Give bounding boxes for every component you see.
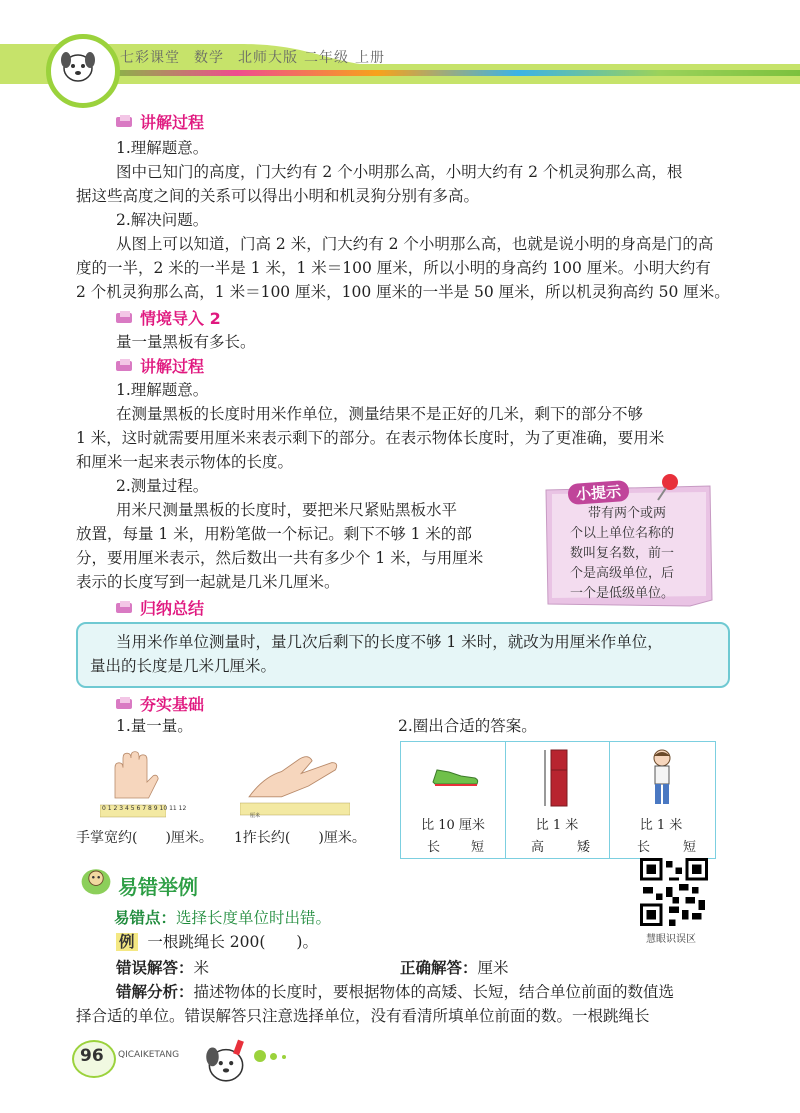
wrong-answer-label: 错误解答： [116, 959, 194, 977]
choice-option[interactable]: 高 [531, 840, 545, 855]
wrong-answer-value: 米 [193, 959, 210, 977]
text-line: 1.理解题意。 [116, 381, 209, 399]
tip-line: 个是高级单位，后 [570, 566, 675, 581]
mistake-point [114, 906, 331, 930]
analysis-line [116, 980, 674, 1004]
mistake-mascot-icon [76, 862, 116, 898]
text-line: 从图上可以知道，门高 2 米，门大约有 2 个小明那么高，也就是说小明的身高是门的高 [116, 235, 714, 253]
wrong-answer [116, 956, 209, 980]
ruler-ticks: 0 1 2 3 4 5 6 7 8 9 10 11 12 [102, 805, 187, 812]
mistake-point-label: 易错点： [114, 909, 177, 927]
right-answer-label: 正确解答： [400, 959, 478, 977]
header-subject: 数学 [194, 50, 224, 66]
shoe-icon [431, 764, 481, 788]
analysis-line: 择合适的单位。错误解答只注意选择单位，没有看清所填单位前面的数。一根跳绳长 [76, 1007, 650, 1025]
qr-code-icon[interactable] [640, 858, 708, 926]
tip-line: 带有两个或两 [588, 506, 667, 521]
section-title: 归纳总结 [140, 599, 205, 618]
footer-dot [270, 1053, 277, 1060]
summary-line: 量出的长度是几米几厘米。 [90, 657, 277, 675]
mistake-example [116, 930, 318, 954]
right-answer [400, 956, 509, 980]
text-line: 1.理解题意。 [116, 139, 209, 157]
choice-option[interactable]: 长 [427, 840, 441, 855]
text-line: 和厘米一起来表示物体的长度。 [76, 453, 294, 471]
section-heading-intro-2 [116, 306, 221, 329]
example-tag: 例 [116, 933, 138, 951]
footer-brand: QICAIKETANG [118, 1050, 180, 1060]
choice-cell-shoe [401, 742, 506, 858]
footer-mascot-icon [200, 1034, 252, 1086]
hand-caption: 手掌宽约( )厘米。 [76, 830, 213, 846]
text-line: 分，要用厘米表示，然后数出一共有多少个 1 米，与用厘米 [76, 549, 484, 567]
mistake-point-text: 选择长度单位时出错。 [176, 909, 332, 927]
summary-line: 当用米作单位测量时，量几次后剩下的长度不够 1 米时，就改为用厘米作单位， [116, 633, 663, 651]
tip-line: 个以上单位名称的 [570, 526, 675, 541]
text-line: 2.测量过程。 [116, 477, 209, 495]
footer-dot [282, 1055, 286, 1059]
header-title [120, 47, 399, 67]
header-color-stripes [96, 70, 800, 76]
example-text: 一根跳绳长 200( )。 [147, 933, 318, 951]
book-icon [116, 601, 134, 615]
choice-label: 比 10 厘米 [421, 818, 485, 833]
book-icon [116, 697, 134, 711]
section-title: 情境导入 2 [140, 309, 221, 328]
header-series: 七彩课堂 [120, 50, 180, 66]
header-volume: 上册 [355, 50, 385, 66]
choice-table [400, 741, 716, 859]
exercise-question-2: 2.圈出合适的答案。 [398, 717, 537, 735]
text-line: 量一量黑板有多长。 [116, 333, 256, 351]
text-line: 图中已知门的高度，门大约有 2 个小明那么高，小明大约有 2 个机灵狗那么高，根 [116, 163, 683, 181]
text-line: 2 个机灵狗那么高，1 米＝100 厘米，100 厘米的一半是 50 厘米，所以机灵狗高约 50 厘米。 [76, 283, 730, 301]
tip-line: 一个是低级单位。 [570, 586, 675, 601]
dog-mascot-icon [56, 44, 100, 88]
text-line: 用米尺测量黑板的长度时，要把米尺紧贴黑板水平 [116, 501, 458, 519]
section-title: 夯实基础 [140, 695, 205, 714]
book-icon [116, 115, 134, 129]
choice-cell-fridge [505, 742, 610, 858]
text-line: 放置，每量 1 米，用粉笔做一个标记。剩下不够 1 米的部 [76, 525, 472, 543]
qr-caption: 慧眼识误区 [646, 934, 696, 945]
hand-span-illustration [240, 750, 350, 804]
header-grade: 二年级 [304, 50, 349, 66]
page-number: 96 [80, 1046, 104, 1066]
mistake-section-title: 易错举例 [118, 875, 198, 899]
choice-cell-boy [609, 742, 713, 858]
book-icon [116, 311, 134, 325]
choice-option[interactable]: 短 [471, 840, 485, 855]
pushpin-icon [652, 472, 682, 502]
text-line: 在测量黑板的长度时用米作单位，测量结果不是正好的几米，剩下的部分不够 [116, 405, 644, 423]
analysis-text: 描述物体的长度时，要根据物体的高矮、长短，结合单位前面的数值选 [193, 983, 675, 1001]
analysis-label: 错解分析： [116, 983, 194, 1001]
text-line: 1 米，这时就需要用厘米来表示剩下的部分。在表示物体长度时，为了更准确，要用米 [76, 429, 665, 447]
choice-option[interactable]: 长 [637, 840, 651, 855]
book-icon [116, 359, 134, 373]
text-line: 表示的长度写到一起就是几米几厘米。 [76, 573, 340, 591]
text-line: 2.解决问题。 [116, 211, 209, 229]
ruler-unit: 厘米 [250, 813, 261, 819]
section-heading-basics [116, 692, 204, 715]
exercise-question-1: 1.量一量。 [116, 717, 193, 735]
footer-dot [254, 1050, 266, 1062]
section-heading-explain-2 [116, 354, 204, 377]
hand-palm-illustration [100, 750, 170, 806]
choice-option[interactable]: 矮 [577, 840, 591, 855]
right-answer-value: 厘米 [477, 959, 509, 977]
boy-icon [647, 748, 677, 808]
choice-label: 比 1 米 [639, 818, 683, 833]
text-line: 度的一半，2 米的一半是 1 米，1 米＝100 厘米，所以小明的身高约 100 厘米。小明大约有 [76, 259, 711, 277]
choice-label: 比 1 米 [535, 818, 579, 833]
header-edition: 北师大版 [238, 50, 298, 66]
section-title: 讲解过程 [140, 357, 205, 376]
text-line: 据这些高度之间的关系可以得出小明和机灵狗分别有多高。 [76, 187, 480, 205]
choice-option[interactable]: 短 [683, 840, 697, 855]
section-heading-summary [116, 596, 204, 619]
section-heading-explain-1 [116, 110, 204, 133]
span-caption: 1拃长约( )厘米。 [234, 830, 366, 846]
refrigerator-icon [541, 748, 571, 808]
tip-line: 数叫复名数，前一 [570, 546, 675, 561]
tip-title: 小提示 [567, 480, 629, 505]
section-title: 讲解过程 [140, 113, 205, 132]
